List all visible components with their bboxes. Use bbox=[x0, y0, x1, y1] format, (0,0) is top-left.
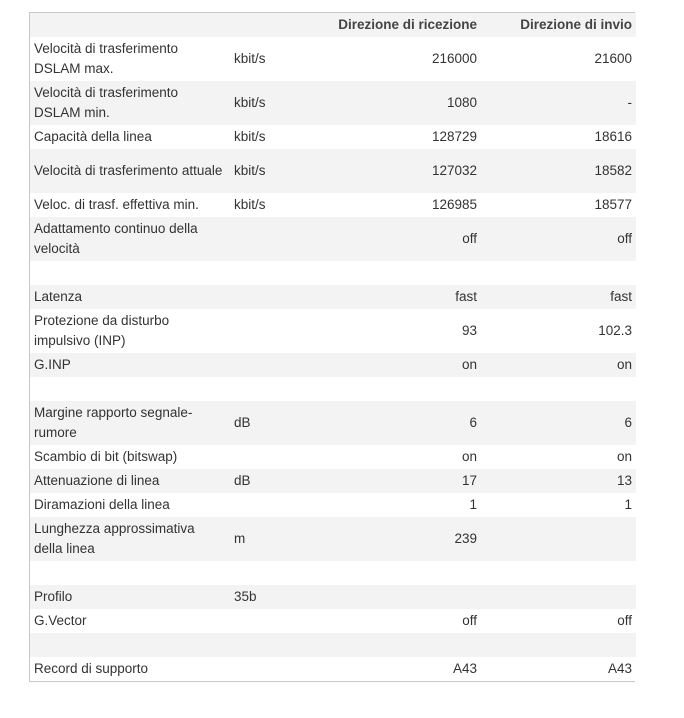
row-unit: kbit/s bbox=[234, 95, 266, 110]
row-label: G.Vector bbox=[34, 613, 87, 628]
dsl-stats-table bbox=[30, 13, 636, 681]
row-unit bbox=[230, 261, 331, 285]
header-label bbox=[30, 13, 230, 37]
spacer-row bbox=[30, 561, 636, 585]
row-receive-value bbox=[331, 561, 481, 585]
table-row bbox=[30, 193, 636, 217]
dsl-stats-panel bbox=[29, 12, 635, 682]
row-send-value: 6 bbox=[624, 415, 632, 430]
row-send-value: 18577 bbox=[594, 197, 632, 212]
row-send-value bbox=[481, 585, 636, 609]
row-label: Diramazioni della linea bbox=[34, 497, 170, 512]
row-unit: dB bbox=[234, 415, 251, 430]
row-label: Velocità di trasferimento DSLAM max. bbox=[34, 41, 179, 76]
row-receive-value: 127032 bbox=[431, 163, 477, 178]
row-label: Adattamento continuo della velocità bbox=[34, 221, 198, 256]
row-send-value bbox=[481, 517, 636, 561]
row-send-value: 102.3 bbox=[598, 323, 632, 338]
row-unit: kbit/s bbox=[234, 129, 266, 144]
row-receive-value: off bbox=[462, 613, 477, 628]
row-receive-value: 126985 bbox=[431, 197, 477, 212]
row-label bbox=[30, 261, 230, 285]
table-header-row bbox=[30, 13, 636, 37]
row-label: Veloc. di trasf. effettiva min. bbox=[34, 197, 199, 212]
row-send-value: on bbox=[616, 449, 632, 464]
table-row bbox=[30, 285, 636, 309]
table-row bbox=[30, 309, 636, 353]
row-receive-value: 239 bbox=[454, 531, 477, 546]
row-unit: kbit/s bbox=[234, 51, 266, 66]
row-label: Velocità di trasferimento attuale bbox=[34, 163, 223, 178]
row-receive-value: 17 bbox=[461, 473, 477, 488]
spacer-row bbox=[30, 377, 636, 401]
table-row bbox=[30, 125, 636, 149]
row-label: Capacità della linea bbox=[34, 129, 152, 144]
row-send-value: off bbox=[617, 613, 632, 628]
table-row bbox=[30, 609, 636, 633]
row-label: Record di supporto bbox=[34, 661, 149, 676]
table-row bbox=[30, 657, 636, 681]
row-label bbox=[30, 377, 230, 401]
row-receive-value: A43 bbox=[452, 661, 477, 676]
row-label bbox=[30, 633, 230, 657]
row-send-value: 1 bbox=[624, 497, 632, 512]
row-receive-value: on bbox=[461, 357, 477, 372]
row-unit bbox=[230, 353, 331, 377]
row-label: Attenuazione di linea bbox=[34, 473, 160, 488]
row-receive-value: off bbox=[462, 231, 477, 246]
row-unit bbox=[230, 493, 331, 517]
row-send-value bbox=[481, 633, 636, 657]
row-send-value: off bbox=[617, 231, 632, 246]
row-unit bbox=[230, 609, 331, 633]
table-row bbox=[30, 401, 636, 445]
row-label: Latenza bbox=[34, 289, 83, 304]
row-unit: dB bbox=[234, 473, 251, 488]
row-label: Protezione da disturbo impulsivo (INP) bbox=[34, 313, 170, 348]
row-label bbox=[30, 561, 230, 585]
row-send-value: - bbox=[627, 95, 632, 110]
table-row bbox=[30, 585, 636, 609]
row-send-value: 18616 bbox=[594, 129, 632, 144]
header-send-direction: Direzione di invio bbox=[520, 17, 632, 32]
table-row bbox=[30, 445, 636, 469]
table-row bbox=[30, 493, 636, 517]
row-send-value: fast bbox=[610, 289, 632, 304]
row-send-value bbox=[481, 261, 636, 285]
row-unit bbox=[230, 285, 331, 309]
row-receive-value: 6 bbox=[469, 415, 477, 430]
row-send-value: 13 bbox=[616, 473, 632, 488]
row-receive-value: on bbox=[461, 449, 477, 464]
row-send-value: on bbox=[616, 357, 632, 372]
row-send-value: 21600 bbox=[594, 51, 632, 66]
row-send-value: A43 bbox=[607, 661, 632, 676]
row-label: Velocità di trasferimento DSLAM min. bbox=[34, 85, 179, 120]
table-row bbox=[30, 37, 636, 81]
row-unit bbox=[230, 217, 331, 261]
row-receive-value: 93 bbox=[461, 323, 477, 338]
row-unit bbox=[230, 633, 331, 657]
row-unit bbox=[230, 561, 331, 585]
spacer-row bbox=[30, 633, 636, 657]
row-unit bbox=[230, 445, 331, 469]
row-receive-value: 1 bbox=[469, 497, 477, 512]
table-row bbox=[30, 81, 636, 125]
row-receive-value bbox=[331, 585, 481, 609]
row-receive-value: 128729 bbox=[431, 129, 477, 144]
header-receive-direction: Direzione di ricezione bbox=[338, 17, 477, 32]
row-label: Profilo bbox=[34, 589, 73, 604]
row-unit bbox=[230, 657, 331, 681]
header-unit bbox=[230, 13, 331, 37]
row-label: Lunghezza approssimativa della linea bbox=[34, 521, 195, 556]
row-label: Scambio di bit (bitswap) bbox=[34, 449, 178, 464]
table-row bbox=[30, 149, 636, 193]
table-row bbox=[30, 353, 636, 377]
row-send-value bbox=[481, 377, 636, 401]
row-receive-value bbox=[331, 633, 481, 657]
table-row bbox=[30, 217, 636, 261]
table-row bbox=[30, 517, 636, 561]
row-unit: 35b bbox=[234, 589, 257, 604]
row-send-value bbox=[481, 561, 636, 585]
row-send-value: 18582 bbox=[594, 163, 632, 178]
row-unit: m bbox=[234, 531, 246, 546]
row-label: Margine rapporto segnale-rumore bbox=[34, 405, 193, 440]
row-receive-value bbox=[331, 377, 481, 401]
row-receive-value: 216000 bbox=[431, 51, 477, 66]
row-receive-value bbox=[331, 261, 481, 285]
spacer-row bbox=[30, 261, 636, 285]
table-row bbox=[30, 469, 636, 493]
row-unit bbox=[230, 377, 331, 401]
row-label: G.INP bbox=[34, 357, 71, 372]
row-unit bbox=[230, 309, 331, 353]
row-receive-value: 1080 bbox=[446, 95, 477, 110]
row-receive-value: fast bbox=[455, 289, 477, 304]
row-unit: kbit/s bbox=[234, 163, 266, 178]
row-unit: kbit/s bbox=[234, 197, 266, 212]
